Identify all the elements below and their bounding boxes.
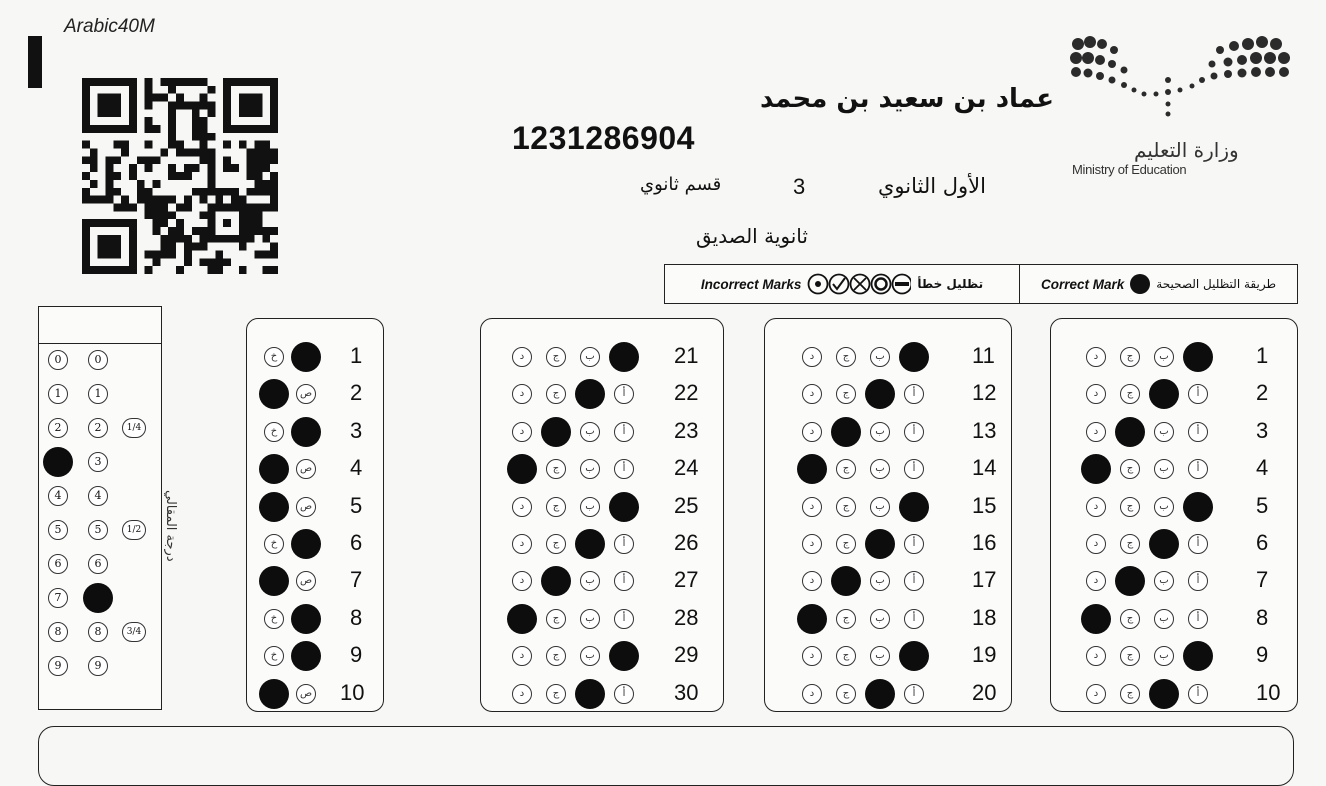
option-bubble: ج (546, 347, 566, 367)
correct-mark-legend (1020, 265, 1297, 303)
fraction-bubble: 3/4 (122, 622, 146, 642)
option-bubble: أ (614, 422, 634, 442)
question-number: 7 (1256, 567, 1269, 593)
student-id: 1231286904 (512, 120, 695, 156)
option-bubble: د (1086, 646, 1106, 666)
option-bubble: ب (870, 571, 890, 591)
option-bubble: ص (296, 497, 316, 517)
filled-bubble (1081, 604, 1111, 634)
option-bubble: أ (614, 534, 634, 554)
option-bubble: د (1086, 534, 1106, 554)
option-bubble: أ (904, 422, 924, 442)
filled-bubble (259, 679, 289, 709)
filled-bubble (43, 447, 73, 477)
option-bubble: د (1086, 571, 1106, 591)
option-bubble: د (1086, 684, 1106, 704)
filled-bubble (1149, 529, 1179, 559)
ministry-name-en: Ministry of Education (1072, 162, 1187, 177)
option-bubble: د (512, 571, 532, 591)
option-bubble: أ (1188, 684, 1208, 704)
digit-bubble: 9 (88, 656, 108, 676)
option-bubble: ب (1154, 347, 1174, 367)
option-bubble: د (1086, 497, 1106, 517)
filled-bubble (1183, 641, 1213, 671)
question-number: 5 (1256, 492, 1269, 518)
filled-bubble (291, 604, 321, 634)
option-bubble: ج (546, 684, 566, 704)
question-number: 26 (674, 530, 699, 555)
option-bubble: خ (264, 609, 284, 629)
question-number: 29 (674, 642, 699, 668)
option-bubble: أ (904, 609, 924, 629)
filled-bubble (609, 641, 639, 671)
filled-bubble (575, 529, 605, 559)
essay-score-label: درجة المقالي (163, 490, 178, 562)
digit-bubble: 5 (88, 520, 108, 540)
digit-bubble: 2 (48, 418, 68, 438)
option-bubble: ب (580, 571, 600, 591)
question-number: 1 (350, 343, 363, 368)
digit-bubble: 3 (88, 452, 108, 472)
question-number: 22 (674, 380, 699, 406)
question-number: 18 (972, 604, 997, 630)
correct-mark-label-ar: طريقة التظليل الصحيحة (1156, 277, 1276, 291)
option-bubble: ج (836, 384, 856, 404)
student-name: عماد بن سعيد بن محمد (760, 84, 1054, 114)
filled-bubble (831, 417, 861, 447)
option-bubble: أ (614, 571, 634, 591)
option-bubble: ب (580, 646, 600, 666)
option-bubble: د (802, 384, 822, 404)
essay-score-header (39, 307, 161, 344)
question-number: 14 (972, 455, 997, 481)
option-bubble: د (802, 646, 822, 666)
question-number: 5 (350, 492, 363, 518)
option-bubble: ب (870, 459, 890, 479)
option-bubble: د (802, 534, 822, 554)
fraction-bubble: 1/4 (122, 418, 146, 438)
option-bubble: ج (1120, 684, 1140, 704)
option-bubble: أ (904, 384, 924, 404)
digit-bubble: 9 (48, 656, 68, 676)
option-bubble: د (512, 384, 532, 404)
filled-bubble (1183, 342, 1213, 372)
filled-bubble (797, 454, 827, 484)
option-bubble: ب (580, 459, 600, 479)
question-number: 8 (1256, 604, 1269, 630)
incorrect-marks-label-ar: تظليل خطأ (917, 277, 984, 291)
option-bubble: ب (870, 422, 890, 442)
question-number: 6 (1256, 530, 1269, 555)
option-bubble: أ (904, 684, 924, 704)
question-number: 8 (350, 604, 363, 630)
option-bubble: ص (296, 684, 316, 704)
option-bubble: د (512, 422, 532, 442)
option-bubble: ب (580, 609, 600, 629)
option-bubble: أ (614, 684, 634, 704)
option-bubble: ج (1120, 646, 1140, 666)
option-bubble: ب (870, 347, 890, 367)
option-bubble: ج (836, 534, 856, 554)
question-number: 3 (1256, 417, 1269, 443)
option-bubble: ب (580, 497, 600, 517)
student-grade: الأول الثانوي (878, 174, 986, 198)
filled-bubble (865, 679, 895, 709)
question-number: 4 (1256, 455, 1269, 481)
filled-bubble (1149, 679, 1179, 709)
option-bubble: أ (904, 534, 924, 554)
option-bubble: أ (1188, 571, 1208, 591)
question-number: 10 (1256, 679, 1281, 705)
option-bubble: د (512, 497, 532, 517)
correct-mark-label-en: Correct Mark (1040, 276, 1125, 292)
option-bubble: ج (1120, 384, 1140, 404)
question-number: 28 (674, 604, 699, 630)
option-bubble: ج (836, 684, 856, 704)
option-bubble: د (512, 534, 532, 554)
option-bubble: ب (1154, 459, 1174, 479)
question-number: 2 (1256, 380, 1269, 406)
filled-bubble-icon (1130, 274, 1150, 294)
option-bubble: ب (1154, 609, 1174, 629)
filled-bubble (899, 492, 929, 522)
option-bubble: خ (264, 646, 284, 666)
filled-bubble (507, 604, 537, 634)
question-number: 4 (350, 455, 363, 481)
option-bubble: ب (870, 497, 890, 517)
option-bubble: أ (614, 609, 634, 629)
option-bubble: ج (836, 497, 856, 517)
digit-bubble: 6 (88, 554, 108, 574)
option-bubble: د (802, 347, 822, 367)
ministry-name-ar: وزارة التعليم (1134, 138, 1239, 162)
digit-bubble: 4 (48, 486, 68, 506)
digit-bubble: 4 (88, 486, 108, 506)
question-number: 13 (972, 417, 997, 443)
digit-bubble: 8 (48, 622, 68, 642)
option-bubble: ص (296, 384, 316, 404)
question-number: 10 (340, 679, 365, 705)
option-bubble: أ (614, 384, 634, 404)
incorrect-marks-icon (807, 273, 911, 295)
option-bubble: أ (1188, 459, 1208, 479)
option-bubble: ج (546, 646, 566, 666)
digit-bubble: 1 (88, 384, 108, 404)
incorrect-marks-label-en: Incorrect Marks (700, 276, 802, 292)
digit-bubble: 0 (48, 350, 68, 370)
digit-bubble: 7 (48, 588, 68, 608)
question-number: 11 (972, 343, 995, 368)
option-bubble: ب (870, 646, 890, 666)
option-bubble: ب (1154, 646, 1174, 666)
option-bubble: ب (580, 422, 600, 442)
option-bubble: ب (870, 609, 890, 629)
option-bubble: أ (1188, 384, 1208, 404)
incorrect-marks-legend (665, 265, 1020, 303)
digit-bubble: 5 (48, 520, 68, 540)
option-bubble: أ (904, 571, 924, 591)
filled-bubble (609, 492, 639, 522)
section-name: قسم ثانوي (640, 174, 722, 195)
filled-bubble (507, 454, 537, 484)
digit-bubble: 0 (88, 350, 108, 370)
question-number: 7 (350, 567, 363, 593)
filled-bubble (541, 417, 571, 447)
filled-bubble (83, 583, 113, 613)
option-bubble: د (512, 684, 532, 704)
option-bubble: ج (836, 646, 856, 666)
option-bubble: د (802, 497, 822, 517)
filled-bubble (1183, 492, 1213, 522)
option-bubble: خ (264, 347, 284, 367)
option-bubble: د (802, 684, 822, 704)
filled-bubble (291, 641, 321, 671)
option-bubble: ج (546, 609, 566, 629)
question-number: 15 (972, 492, 997, 518)
option-bubble: د (512, 347, 532, 367)
filled-bubble (899, 641, 929, 671)
question-number: 2 (350, 380, 363, 406)
option-bubble: ج (836, 609, 856, 629)
option-bubble: ب (1154, 422, 1174, 442)
filled-bubble (865, 529, 895, 559)
option-bubble: د (802, 422, 822, 442)
option-bubble: ج (1120, 497, 1140, 517)
option-bubble: د (1086, 347, 1106, 367)
digit-bubble: 8 (88, 622, 108, 642)
option-bubble: أ (904, 459, 924, 479)
question-number: 25 (674, 492, 699, 518)
option-bubble: خ (264, 534, 284, 554)
marking-legend (664, 264, 1298, 304)
option-bubble: ج (1120, 534, 1140, 554)
question-number: 17 (972, 567, 997, 593)
ministry-logo-icon (1062, 36, 1298, 136)
notes-area (38, 726, 1294, 786)
question-number: 9 (1256, 642, 1269, 668)
question-number: 3 (350, 417, 363, 443)
question-number: 12 (972, 380, 997, 406)
digit-bubble: 1 (48, 384, 68, 404)
question-number: 21 (674, 343, 699, 368)
option-bubble: ج (836, 347, 856, 367)
option-bubble: ج (546, 459, 566, 479)
option-bubble: د (1086, 422, 1106, 442)
option-bubble: ج (546, 534, 566, 554)
filled-bubble (1115, 417, 1145, 447)
fraction-bubble: 1/2 (122, 520, 146, 540)
question-number: 9 (350, 642, 363, 668)
option-bubble: ج (1120, 459, 1140, 479)
filled-bubble (899, 342, 929, 372)
filled-bubble (1081, 454, 1111, 484)
filled-bubble (291, 417, 321, 447)
option-bubble: ج (1120, 609, 1140, 629)
question-number: 24 (674, 455, 699, 481)
filled-bubble (259, 454, 289, 484)
filled-bubble (609, 342, 639, 372)
option-bubble: ب (1154, 571, 1174, 591)
option-bubble: ص (296, 571, 316, 591)
filled-bubble (575, 679, 605, 709)
option-bubble: د (512, 646, 532, 666)
filled-bubble (797, 604, 827, 634)
question-number: 27 (674, 567, 699, 593)
question-number: 30 (674, 679, 699, 705)
option-bubble: ج (836, 459, 856, 479)
option-bubble: ج (546, 497, 566, 517)
question-number: 23 (674, 417, 699, 443)
option-bubble: د (802, 571, 822, 591)
option-bubble: أ (1188, 609, 1208, 629)
question-number: 19 (972, 642, 997, 668)
option-bubble: أ (1188, 422, 1208, 442)
digit-bubble: 6 (48, 554, 68, 574)
question-number: 6 (350, 530, 363, 555)
section-number: 3 (793, 174, 806, 199)
option-bubble: ص (296, 459, 316, 479)
option-bubble: ب (1154, 497, 1174, 517)
filled-bubble (259, 492, 289, 522)
filled-bubble (291, 529, 321, 559)
form-code: Arabic40M (64, 16, 155, 37)
option-bubble: أ (1188, 534, 1208, 554)
option-bubble: أ (614, 459, 634, 479)
option-bubble: ج (546, 384, 566, 404)
question-number: 20 (972, 679, 997, 705)
option-bubble: خ (264, 422, 284, 442)
alignment-mark (28, 36, 42, 88)
option-bubble: ب (580, 347, 600, 367)
school-name: ثانوية الصديق (696, 224, 808, 248)
filled-bubble (291, 342, 321, 372)
digit-bubble: 2 (88, 418, 108, 438)
option-bubble: ج (1120, 347, 1140, 367)
option-bubble: د (1086, 384, 1106, 404)
qr-code (80, 78, 280, 274)
question-number: 1 (1256, 343, 1269, 368)
question-number: 16 (972, 530, 997, 555)
